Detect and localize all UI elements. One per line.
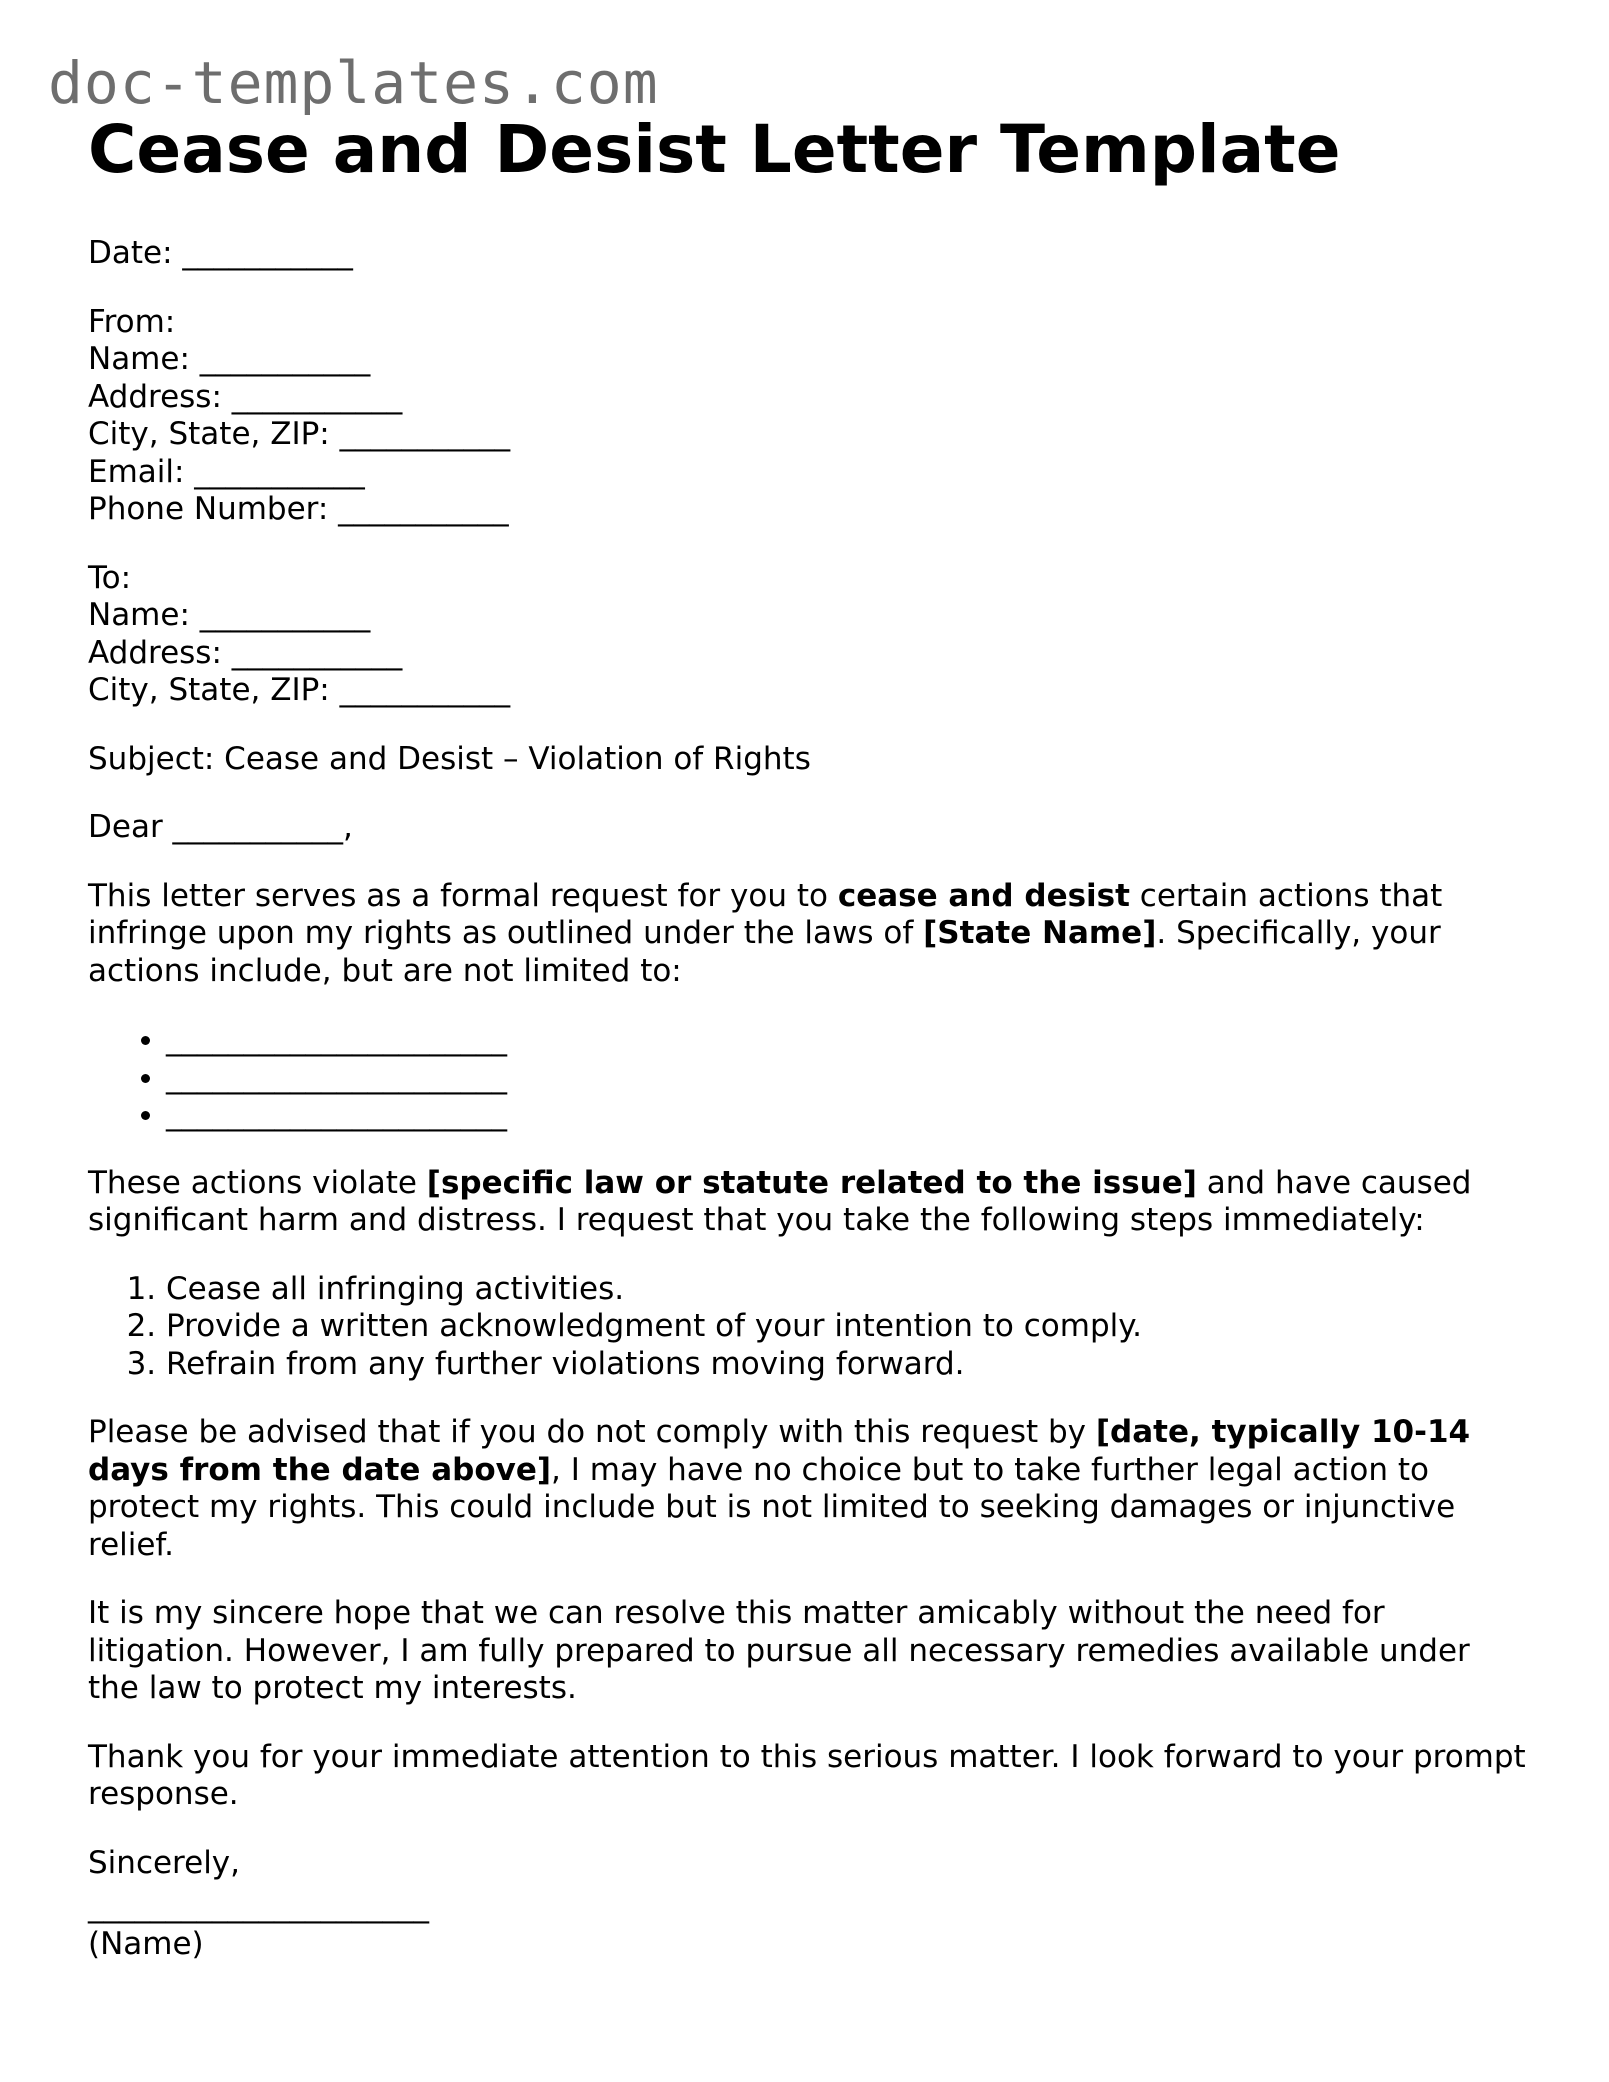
closing: Sincerely, xyxy=(88,1844,241,1881)
intro-text-1: This letter serves as a formal request for you to xyxy=(88,877,838,914)
list-item: 1. Cease all infringing activities. xyxy=(166,1271,1528,1309)
deadline-emphasis-date: [date, typically 10-14 days from the date above] xyxy=(88,1414,1471,1488)
signature-line: ______________________ xyxy=(88,1888,429,1924)
date-line: Date: ___________ xyxy=(88,235,353,271)
deadline-text-2: , I may have no choice but to take further legal action to protect my rights. This could include but is not limited to seeking damages or injunctive relief. xyxy=(88,1451,1456,1563)
signature-name: (Name) xyxy=(88,1925,204,1962)
document-body xyxy=(88,110,1528,1963)
intro-paragraph xyxy=(88,878,1528,991)
sender-email-line: Email: ___________ xyxy=(88,453,365,490)
sender-city-line: City, State, ZIP: ___________ xyxy=(88,416,511,452)
intro-emphasis-cease: cease and desist xyxy=(837,877,1130,914)
sender-address-line: Address: ___________ xyxy=(88,378,403,415)
violation-paragraph xyxy=(88,1165,1528,1240)
deadline-text-1: Please be advised that if you do not comply with this request by xyxy=(88,1414,1096,1450)
recipient-heading: To: xyxy=(88,559,132,596)
sender-block xyxy=(88,304,1528,529)
intro-emphasis-state: [State Name] xyxy=(923,915,1157,951)
signature-block xyxy=(88,1845,1528,1964)
violation-emphasis-law: [specific law or statute related to the issue] xyxy=(426,1164,1197,1201)
violation-text-1: These actions violate xyxy=(88,1164,427,1201)
sender-phone-line: Phone Number: ___________ xyxy=(88,491,509,527)
list-item: 2. Provide a written acknowledgment of your intention to comply. xyxy=(166,1308,1528,1346)
watermark: doc-templates.com xyxy=(48,49,659,117)
sender-name-line: Name: ___________ xyxy=(88,341,371,377)
list-item: • ______________________ xyxy=(166,1096,1528,1134)
sender-heading: From: xyxy=(88,303,176,340)
salutation: Dear ___________, xyxy=(88,809,353,845)
violation-text-2: and have caused significant harm and distress. I request that you take the following steps immediately: xyxy=(88,1164,1472,1238)
recipient-city-line: City, State, ZIP: ___________ xyxy=(88,672,511,708)
resolution-paragraph: It is my sincere hope that we can resolve this matter amicably without the need for litigation. However, I am fully prepared to pursue all necessary remedies available under the law to protect my interests. xyxy=(88,1595,1470,1706)
recipient-address-line: Address: ___________ xyxy=(88,634,403,671)
deadline-paragraph xyxy=(88,1414,1528,1564)
recipient-block xyxy=(88,560,1528,710)
intro-text-3: . Specifically, your actions include, but are not limited to: xyxy=(88,915,1441,989)
recipient-name-line: Name: ___________ xyxy=(88,597,371,633)
thanks-paragraph: Thank you for your immediate attention to this serious matter. I look forward to your prompt response. xyxy=(88,1738,1526,1812)
list-item: • ______________________ xyxy=(166,1059,1528,1097)
document-title: Cease and Desist Letter Template xyxy=(88,111,1341,188)
subject-line: Subject: Cease and Desist – Violation of Rights xyxy=(88,740,811,777)
intro-text-2: certain actions that infringe upon my rights as outlined under the laws of xyxy=(88,877,1443,951)
actions-list xyxy=(88,1021,1528,1134)
list-item: • ______________________ xyxy=(166,1021,1528,1059)
steps-list xyxy=(88,1271,1528,1384)
list-item: 3. Refrain from any further violations moving forward. xyxy=(166,1346,1528,1384)
